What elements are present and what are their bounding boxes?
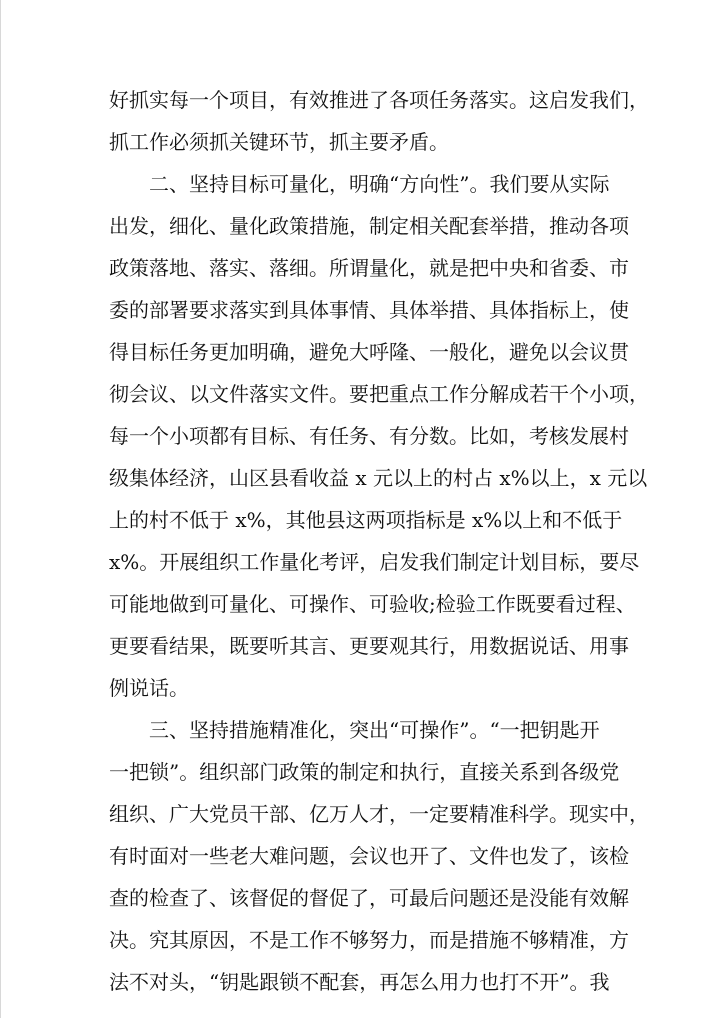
body-line: 有时面对一些老大难问题，会议也开了、文件也发了，该检 — [109, 844, 629, 868]
section-heading-line: 二、坚持目标可量化，明确“方向性”。我们要从实际 — [149, 172, 610, 196]
body-line: 更要看结果，既要听其言、更要观其行，用数据说话、用事 — [109, 634, 629, 658]
body-line: 例说话。 — [109, 676, 189, 700]
body-line: 上的村不低于 x%，其他县这两项指标是 x%以上和不低于 — [109, 508, 623, 532]
body-line: 抓工作必须抓关键环节，抓主要矛盾。 — [109, 130, 449, 154]
body-line: 委的部署要求落实到具体事情、具体举措、具体指标上，使 — [109, 298, 629, 322]
body-line: 组织、广大党员干部、亿万人才，一定要精准科学。现实中， — [109, 802, 649, 826]
body-line: 级集体经济，山区县看收益 x 元以上的村占 x%以上，x 元以 — [109, 466, 648, 490]
section-heading-line: 三、坚持措施精准化，突出“可操作”。“一把钥匙开 — [149, 718, 600, 742]
body-line: 好抓实每一个项目，有效推进了各项任务落实。这启发我们， — [109, 88, 649, 112]
body-line: 每一个小项都有目标、有任务、有分数。比如，考核发展村 — [109, 424, 629, 448]
body-line: 彻会议、以文件落实文件。要把重点工作分解成若干个小项， — [109, 382, 649, 406]
body-line: 决。究其原因，不是工作不够努力，而是措施不够精准，方 — [109, 928, 629, 952]
body-line: 一把锁”。组织部门政策的制定和执行，直接关系到各级党 — [109, 760, 620, 784]
body-line: 法不对头，“钥匙跟锁不配套，再怎么用力也打不开”。我 — [109, 970, 610, 994]
body-line: 政策落地、落实、落细。所谓量化，就是把中央和省委、市 — [109, 256, 629, 280]
body-line: 可能地做到可量化、可操作、可验收;检验工作既要看过程、 — [109, 592, 636, 616]
body-line: 得目标任务更加明确，避免大呼隆、一般化，避免以会议贯 — [109, 340, 629, 364]
body-line: x%。开展组织工作量化考评，启发我们制定计划目标，要尽 — [109, 550, 640, 574]
body-line: 查的检查了、该督促的督促了，可最后问题还是没能有效解 — [109, 886, 629, 910]
body-line: 出发，细化、量化政策措施，制定相关配套举措，推动各项 — [109, 214, 629, 238]
